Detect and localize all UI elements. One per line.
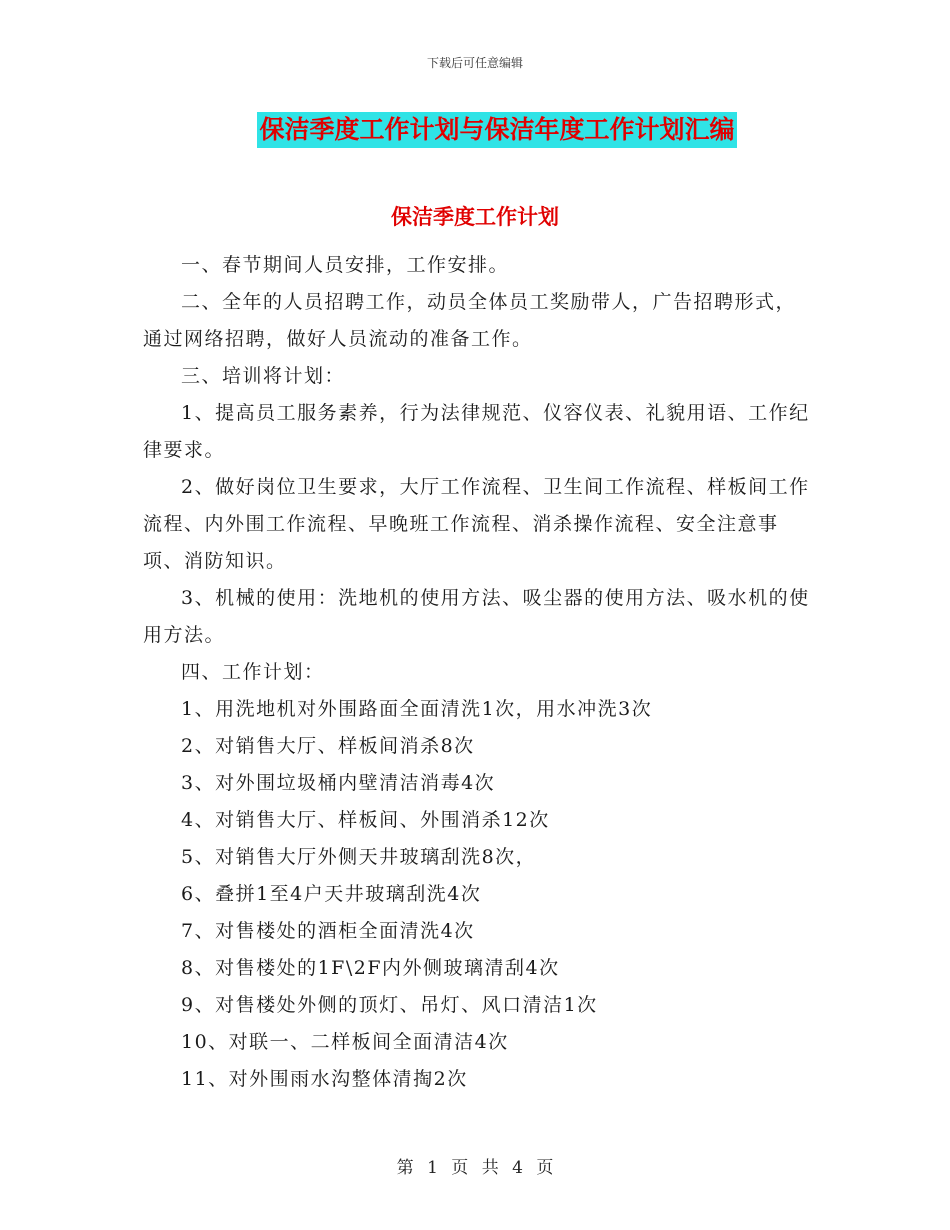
footer-total-pages: 4 [512, 1158, 523, 1178]
paragraph: 11、对外围雨水沟整体清掏2次 [181, 1068, 468, 1090]
paragraph: 四、工作计划： [181, 661, 325, 683]
document-title: 保洁季度工作计划与保洁年度工作计划汇编 [257, 112, 736, 148]
paragraph: 4、对销售大厅、样板间、外围消杀12次 [181, 809, 550, 831]
footer-total-unit: 页 [536, 1158, 554, 1178]
paragraph: 9、对售楼处外侧的顶灯、吊灯、风口清洁1次 [181, 994, 598, 1016]
paragraph: 1、用洗地机对外围路面全面清洗1次，用水冲洗3次 [181, 698, 653, 720]
paragraph: 三、培训将计划： [181, 365, 346, 387]
footer-page-number: 1 [427, 1158, 438, 1178]
page-footer [0, 1153, 950, 1178]
paragraph: 3、机械的使用：洗地机的使用方法、吸尘器的使用方法、吸水机的使用方法。 [143, 587, 810, 646]
paragraph: 6、叠拼1至4户天井玻璃刮洗4次 [181, 883, 482, 905]
paragraph: 1、提高员工服务素养，行为法律规范、仪容仪表、礼貌用语、工作纪律要求。 [143, 402, 810, 461]
paragraph: 3、对外围垃圾桶内壁清洁消毒4次 [181, 772, 496, 794]
footer-total-prefix: 共 [481, 1158, 499, 1178]
paragraph: 2、对销售大厅、样板间消杀8次 [181, 735, 475, 757]
footer-page-unit: 页 [451, 1158, 469, 1178]
paragraph: 2、做好岗位卫生要求，大厅工作流程、卫生间工作流程、样板间工作流程、内外围工作流程、早晚班工作流程、消杀操作流程、安全注意事项、消防知识。 [143, 476, 810, 572]
paragraph: 5、对销售大厅外侧天井玻璃刮洗8次， [181, 846, 537, 868]
paragraph: 10、对联一、二样板间全面清洁4次 [181, 1031, 509, 1053]
page-header-note: 下载后可任意编辑 [426, 56, 523, 70]
paragraph: 一、春节期间人员安排，工作安排。 [181, 254, 510, 276]
paragraph: 8、对售楼处的1F\2F内外侧玻璃清刮4次 [181, 957, 560, 979]
section-title: 保洁季度工作计划 [391, 204, 559, 229]
paragraph: 7、对售楼处的酒柜全面清洗4次 [181, 920, 475, 942]
footer-prefix: 第 [396, 1158, 414, 1178]
paragraph: 二、全年的人员招聘工作，动员全体员工奖励带人，广告招聘形式，通过网络招聘，做好人员流动的准备工作。 [143, 291, 797, 350]
document-body [143, 247, 815, 1098]
document-title-wrapper [0, 112, 950, 148]
